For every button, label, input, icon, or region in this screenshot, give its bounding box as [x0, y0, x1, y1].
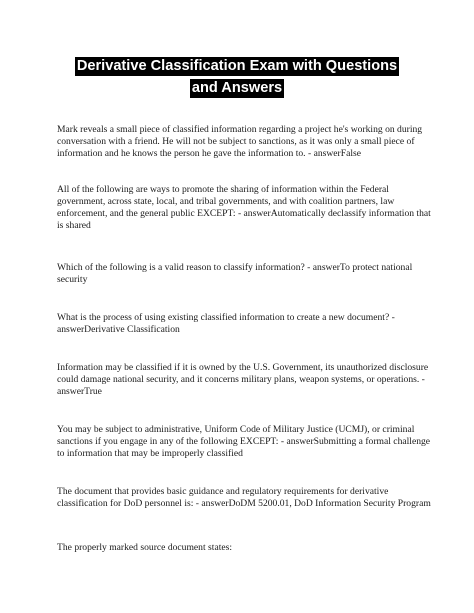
qa-item-3: Which of the following is a valid reason to classify information? - answerTo protect national security [57, 262, 413, 286]
document-title: Derivative Classification Exam with Questions and Answers [76, 58, 398, 96]
qa-item-5: Information may be classified if it is owned by the U.S. Government, its unauthorized disclosure could damage national security, and it concerns military plans, weapon systems, or operations. - answerTrue [57, 362, 429, 398]
qa-item-2: All of the following are ways to promote the sharing of information within the Federal government, across state, local, and tribal governments, and with coalition partners, law enforcement, and the general public EXCEPT: - answerAutomatically declassify information that is shared [57, 184, 431, 232]
qa-item-8: The properly marked source document states: [57, 542, 233, 553]
qa-item-1: Mark reveals a small piece of classified information regarding a project he's working on during conversation with a friend. He will not be subject to sanctions, as it was only a small piece of information and he knows the person he gave the information to. - answerFalse [57, 124, 423, 160]
title-block [0, 55, 474, 99]
qa-item-4: What is the process of using existing classified information to create a new document? - answerDerivative Classification [57, 312, 395, 336]
qa-item-7: The document that provides basic guidance and regulatory requirements for derivative classification for DoD personnel is: - answerDoDM 5200.01, DoD Information Security Program [57, 486, 431, 510]
qa-item-6: You may be subject to administrative, Uniform Code of Military Justice (UCMJ), or criminal sanctions if you engage in any of the following EXCEPT: - answerSubmitting a formal challenge to information that may be improperly classified [57, 424, 431, 460]
